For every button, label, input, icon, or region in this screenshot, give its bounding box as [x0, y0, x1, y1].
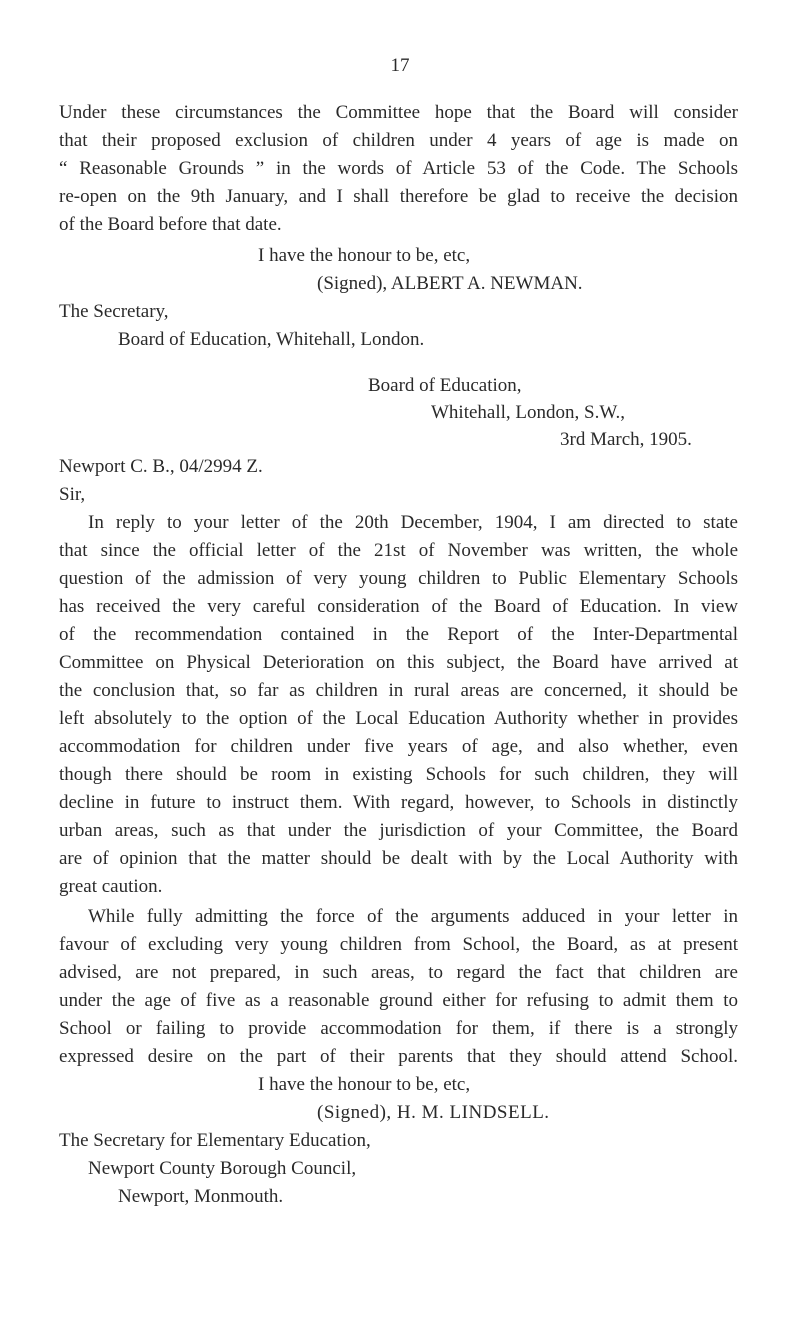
- letter2-closing: I have the honour to be, etc,: [258, 1074, 471, 1095]
- letter1-line-3: “ Reasonable Grounds ” in the words of Article 53 of the Code. The Schools: [59, 158, 738, 179]
- letter2-line-19: School or failing to provide accommodation for them, if there is a strongly: [59, 1018, 738, 1039]
- letter2-line-10: though there should be room in existing Schools for such children, they will: [59, 764, 738, 785]
- letter2-line-4: has received the very careful consideration of the Board of Education. In view: [59, 596, 738, 617]
- letter2-line-9: accommodation for children under five years of age, and also whether, even: [59, 736, 738, 757]
- letter2-line-20: expressed desire on the part of their parents that they should attend School.: [59, 1046, 738, 1067]
- letter2-line-17: advised, are not prepared, in such areas, to regard the fact that children are: [59, 962, 738, 983]
- letter2-line-13: are of opinion that the matter should be dealt with by the Local Authority with: [59, 848, 738, 869]
- letter2-signature: (Signed), H. M. LINDSELL.: [317, 1102, 550, 1123]
- letter2-line-5: of the recommendation contained in the Report of the Inter-Departmental: [59, 624, 738, 645]
- letter2-salutation: Sir,: [59, 484, 86, 505]
- letter2-address-1: Board of Education,: [368, 375, 522, 396]
- letter2-line-6: Committee on Physical Deterioration on this subject, the Board have arrived at: [59, 652, 738, 673]
- letter2-recipient-3: Newport, Monmouth.: [118, 1186, 284, 1207]
- letter1-recipient-1: The Secretary,: [59, 301, 169, 322]
- letter1-line-1: Under these circumstances the Committee hope that the Board will consider: [59, 102, 738, 123]
- letter2-line-3: question of the admission of very young children to Public Elementary Schools: [59, 568, 738, 589]
- letter1-line-5: of the Board before that date.: [59, 214, 282, 235]
- letter2-address-2: Whitehall, London, S.W.,: [431, 402, 626, 423]
- letter2-line-14: great caution.: [59, 876, 163, 897]
- letter1-line-2: that their proposed exclusion of children under 4 years of age is made on: [59, 130, 738, 151]
- letter1-signature: (Signed), ALBERT A. NEWMAN.: [317, 273, 583, 294]
- letter2-recipient-2: Newport County Borough Council,: [88, 1158, 357, 1179]
- letter2-line-7: the conclusion that, so far as children in rural areas are concerned, it should be: [59, 680, 738, 701]
- letter2-line-12: urban areas, such as that under the jurisdiction of your Committee, the Board: [59, 820, 738, 841]
- letter1-closing: I have the honour to be, etc,: [258, 245, 471, 266]
- letter2-line-8: left absolutely to the option of the Local Education Authority whether in provides: [59, 708, 738, 729]
- letter2-date: 3rd March, 1905.: [560, 429, 692, 450]
- letter2-line-16: favour of excluding very young children from School, the Board, as at present: [59, 934, 738, 955]
- page-number: 17: [390, 55, 410, 76]
- letter2-line-18: under the age of five as a reasonable ground either for refusing to admit them to: [59, 990, 738, 1011]
- letter1-line-4: re-open on the 9th January, and I shall therefore be glad to receive the decision: [59, 186, 738, 207]
- letter1-recipient-2: Board of Education, Whitehall, London.: [118, 329, 425, 350]
- letter2-line-11: decline in future to instruct them. With regard, however, to Schools in distinctly: [59, 792, 738, 813]
- letter2-line-15: While fully admitting the force of the arguments adduced in your letter in: [88, 906, 738, 927]
- letter2-line-1: In reply to your letter of the 20th December, 1904, I am directed to state: [88, 512, 738, 533]
- letter2-line-2: that since the official letter of the 21st of November was written, the whole: [59, 540, 738, 561]
- letter2-recipient-1: The Secretary for Elementary Education,: [59, 1130, 371, 1151]
- letter2-reference: Newport C. B., 04/2994 Z.: [59, 456, 263, 477]
